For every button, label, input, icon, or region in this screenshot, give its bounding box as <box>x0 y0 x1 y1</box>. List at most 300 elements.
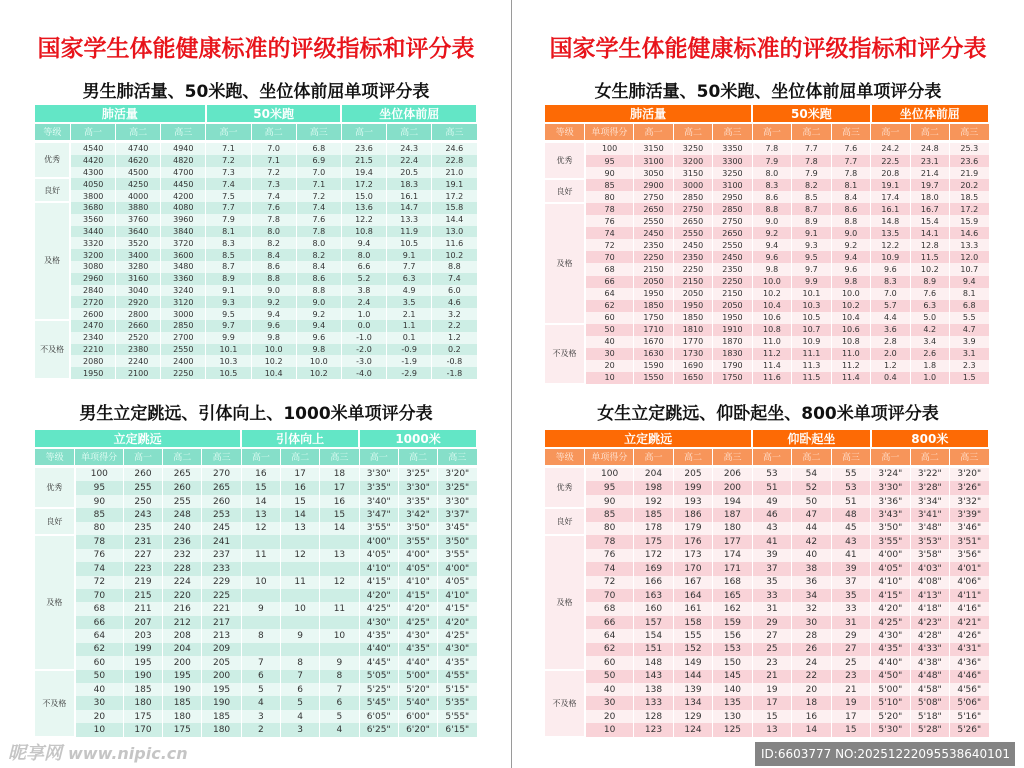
value-cell: 4'15" <box>359 576 398 589</box>
value-cell: 17 <box>752 696 791 709</box>
value-cell: 5'55" <box>438 710 477 723</box>
value-cell: 1590 <box>634 360 673 372</box>
score-cell: 100 <box>75 466 124 481</box>
score-cell: 64 <box>585 629 634 642</box>
value-cell: 8.0 <box>341 249 386 261</box>
score-cell: 76 <box>585 215 634 227</box>
section-header-row <box>35 105 477 123</box>
value-cell: 2750 <box>634 191 673 203</box>
value-cell <box>281 616 320 629</box>
value-cell: 125 <box>713 723 752 737</box>
grade-year-header: 高二 <box>163 448 202 466</box>
value-cell: 7 <box>320 683 359 696</box>
grade-year-header: 高一 <box>70 123 115 141</box>
value-cell: 18.5 <box>950 191 989 203</box>
table-row <box>35 670 477 683</box>
value-cell: 6.3 <box>910 300 949 312</box>
value-cell: 253 <box>202 508 241 521</box>
value-cell: 140 <box>713 683 752 696</box>
value-cell: 15 <box>320 508 359 521</box>
value-cell: 16.1 <box>871 203 910 215</box>
value-cell: 1910 <box>713 324 752 336</box>
table-row <box>545 141 989 155</box>
value-cell: 11.1 <box>792 348 831 360</box>
value-cell: 4'30" <box>438 643 477 656</box>
value-cell: 3640 <box>116 226 161 238</box>
value-cell: 21 <box>831 683 870 696</box>
value-cell: 16.7 <box>910 203 949 215</box>
table-row <box>545 179 989 191</box>
value-cell: 2050 <box>634 276 673 288</box>
table-row <box>545 191 989 203</box>
value-cell: 200 <box>163 656 202 669</box>
value-cell: 179 <box>673 522 712 535</box>
value-cell: 48 <box>831 508 870 521</box>
value-cell: 3050 <box>634 167 673 179</box>
value-cell: 9.6 <box>871 263 910 275</box>
value-cell: 3200 <box>70 249 115 261</box>
value-cell: 4'25" <box>398 616 437 629</box>
value-cell: 10.6 <box>752 312 791 324</box>
value-cell: 3840 <box>161 226 206 238</box>
value-cell: 15.9 <box>950 215 989 227</box>
value-cell: 9.6 <box>831 263 870 275</box>
value-cell: 17 <box>320 481 359 494</box>
value-cell: 190 <box>163 683 202 696</box>
value-cell: 5'10" <box>871 696 910 709</box>
value-cell: 14.1 <box>910 227 949 239</box>
value-cell: 195 <box>123 656 162 669</box>
value-cell: 30 <box>792 616 831 629</box>
value-cell: 10.3 <box>792 300 831 312</box>
value-cell: 180 <box>713 522 752 535</box>
value-cell: 4'10" <box>359 562 398 575</box>
value-cell: 5'20" <box>398 683 437 696</box>
grade-year-header: 高三 <box>432 123 477 141</box>
score-column-header: 单项得分 <box>75 448 124 466</box>
grade-year-header: 高一 <box>206 123 251 141</box>
value-cell: 40 <box>792 549 831 562</box>
value-cell: 3'48" <box>910 522 949 535</box>
value-cell: 11.0 <box>831 348 870 360</box>
value-cell: 164 <box>673 589 712 602</box>
value-cell: 8 <box>320 670 359 683</box>
value-cell: 9.1 <box>206 285 251 297</box>
value-cell: 37 <box>831 576 870 589</box>
value-cell: 3'32" <box>950 495 989 508</box>
value-cell: 7.2 <box>206 155 251 167</box>
value-cell: 10.5 <box>387 237 432 249</box>
score-cell: 90 <box>75 495 124 508</box>
value-cell: 4'20" <box>359 589 398 602</box>
value-cell: 7.2 <box>296 190 341 202</box>
grade-year-header: 高二 <box>910 123 949 141</box>
value-cell: 241 <box>202 535 241 548</box>
value-cell: 2250 <box>634 251 673 263</box>
value-cell: 8.9 <box>206 273 251 285</box>
value-cell: 185 <box>163 696 202 709</box>
value-cell: 260 <box>202 495 241 508</box>
table-row <box>35 589 477 602</box>
value-cell: 7.8 <box>792 155 831 167</box>
value-cell: 41 <box>752 535 791 548</box>
value-cell: 9.8 <box>296 344 341 356</box>
table-row <box>35 178 477 190</box>
value-cell: 9.2 <box>251 296 296 308</box>
value-cell: 22 <box>792 670 831 683</box>
value-cell: 206 <box>713 466 752 481</box>
value-cell: 9.4 <box>251 308 296 320</box>
score-table <box>545 105 990 385</box>
value-cell: 223 <box>123 562 162 575</box>
value-cell: 128 <box>634 710 673 723</box>
value-cell: 9.3 <box>792 239 831 251</box>
boys-table2-subtitle: 男生立定跳远、引体向上、1000米单项评分表 <box>79 404 433 424</box>
value-cell: 3'42" <box>398 508 437 521</box>
value-cell: 4'55" <box>438 670 477 683</box>
table-row <box>35 355 477 367</box>
value-cell: 9.9 <box>206 332 251 344</box>
value-cell: 178 <box>634 522 673 535</box>
value-cell: 4'15" <box>871 589 910 602</box>
grade-column-header: 等级 <box>545 123 585 141</box>
grade-level-label: 及格 <box>545 203 585 323</box>
table-row <box>545 656 989 669</box>
value-cell: 5'26" <box>950 723 989 737</box>
value-cell: 2660 <box>116 320 161 332</box>
table-row <box>545 372 989 384</box>
value-cell: 5.5 <box>950 312 989 324</box>
value-cell: 21.4 <box>910 167 949 179</box>
value-cell: 8.2 <box>296 249 341 261</box>
value-cell: 10.8 <box>752 324 791 336</box>
value-cell <box>320 616 359 629</box>
value-cell: 50 <box>792 495 831 508</box>
value-cell: 10.2 <box>831 300 870 312</box>
value-cell: 4'15" <box>398 589 437 602</box>
grade-level-label: 优秀 <box>545 466 585 508</box>
value-cell: 148 <box>634 656 673 669</box>
table-row <box>35 656 477 669</box>
score-cell: 85 <box>75 508 124 521</box>
value-cell: 2720 <box>70 296 115 308</box>
value-cell: 1810 <box>673 324 712 336</box>
table-row <box>35 616 477 629</box>
value-cell: 2340 <box>70 332 115 344</box>
table-row <box>545 495 989 508</box>
table-row <box>545 589 989 602</box>
value-cell: 2 <box>241 723 280 737</box>
value-cell: 4 <box>241 696 280 709</box>
value-cell: 18 <box>792 696 831 709</box>
value-cell <box>241 535 280 548</box>
table-row <box>35 629 477 642</box>
value-cell: 7.9 <box>752 155 791 167</box>
value-cell: 15 <box>281 495 320 508</box>
score-cell: 50 <box>75 670 124 683</box>
value-cell: 9.4 <box>831 251 870 263</box>
value-cell: 10.0 <box>831 288 870 300</box>
value-cell: 195 <box>202 683 241 696</box>
value-cell: 4'23" <box>910 616 949 629</box>
value-cell: 6.0 <box>432 285 477 297</box>
value-cell: 15 <box>831 723 870 737</box>
value-cell: 4080 <box>161 202 206 214</box>
value-cell: 21 <box>752 670 791 683</box>
value-cell: 15.4 <box>910 215 949 227</box>
value-cell: 3240 <box>161 285 206 297</box>
score-cell: 74 <box>585 227 634 239</box>
value-cell: 5 <box>281 696 320 709</box>
table-row <box>545 602 989 615</box>
value-cell: 200 <box>713 481 752 494</box>
value-cell: 10.8 <box>341 226 386 238</box>
value-cell: 4'05" <box>359 549 398 562</box>
value-cell <box>320 562 359 575</box>
table-row <box>545 227 989 239</box>
value-cell: 0.0 <box>341 320 386 332</box>
value-cell: 175 <box>163 723 202 737</box>
value-cell: 33 <box>752 589 791 602</box>
value-cell: 9.5 <box>206 308 251 320</box>
value-cell: 8.2 <box>792 179 831 191</box>
value-cell: -2.9 <box>387 367 432 379</box>
value-cell: 10.9 <box>792 336 831 348</box>
grade-year-header: 高三 <box>950 123 989 141</box>
score-cell: 78 <box>585 535 634 548</box>
value-cell: 219 <box>123 576 162 589</box>
value-cell: 13 <box>241 508 280 521</box>
table-row <box>35 710 477 723</box>
value-cell: 9.9 <box>792 276 831 288</box>
grade-column-header: 等级 <box>35 123 70 141</box>
value-cell: 5'16" <box>950 710 989 723</box>
value-cell: 14.8 <box>871 215 910 227</box>
table-row <box>545 643 989 656</box>
table-row <box>35 481 477 494</box>
value-cell: 3'43" <box>871 508 910 521</box>
value-cell: 9.4 <box>341 237 386 249</box>
value-cell: 8.0 <box>251 226 296 238</box>
score-cell: 20 <box>75 710 124 723</box>
score-cell: 60 <box>585 656 634 669</box>
value-cell: 133 <box>634 696 673 709</box>
table-row <box>545 336 989 348</box>
value-cell: 14 <box>241 495 280 508</box>
value-cell: 0.1 <box>387 332 432 344</box>
value-cell: 9.2 <box>752 227 791 239</box>
table-row <box>545 683 989 696</box>
value-cell: 3'30" <box>359 466 398 481</box>
column-header-row <box>545 448 989 466</box>
value-cell: 3760 <box>116 214 161 226</box>
grade-year-header: 高一 <box>359 448 398 466</box>
value-cell: 12.8 <box>910 239 949 251</box>
table-row <box>35 535 477 548</box>
value-cell: 7.5 <box>206 190 251 202</box>
value-cell: 4'35" <box>438 656 477 669</box>
score-cell: 50 <box>585 670 634 683</box>
value-cell: 7.8 <box>296 226 341 238</box>
grade-column-header: 等级 <box>545 448 585 466</box>
grade-year-header: 高三 <box>296 123 341 141</box>
value-cell: 157 <box>634 616 673 629</box>
grade-year-header: 高一 <box>871 123 910 141</box>
value-cell: 8.5 <box>792 191 831 203</box>
value-cell: 185 <box>634 508 673 521</box>
grade-level-label: 良好 <box>35 508 75 535</box>
value-cell: 2.1 <box>387 308 432 320</box>
value-cell: 5'05" <box>359 670 398 683</box>
value-cell: 24.2 <box>871 141 910 155</box>
value-cell: 2210 <box>70 344 115 356</box>
value-cell: 7.8 <box>251 214 296 226</box>
value-cell: 23.6 <box>341 141 386 155</box>
value-cell: 4200 <box>161 190 206 202</box>
score-cell: 80 <box>75 522 124 535</box>
value-cell: 215 <box>123 589 162 602</box>
value-cell: 255 <box>123 481 162 494</box>
grade-year-header: 高二 <box>910 448 949 466</box>
value-cell: 7.8 <box>752 141 791 155</box>
value-cell: 4'56" <box>950 683 989 696</box>
value-cell: 14.6 <box>950 227 989 239</box>
value-cell: 4'00" <box>871 549 910 562</box>
value-cell: 8.6 <box>831 203 870 215</box>
value-cell <box>241 562 280 575</box>
value-cell: 2470 <box>70 320 115 332</box>
grade-year-header: 高二 <box>251 123 296 141</box>
value-cell: 13 <box>752 723 791 737</box>
grade-year-header: 高三 <box>161 123 206 141</box>
value-cell: 248 <box>163 508 202 521</box>
value-cell: 265 <box>202 481 241 494</box>
grade-column-header: 等级 <box>35 448 75 466</box>
value-cell: 153 <box>713 643 752 656</box>
value-cell: 23 <box>752 656 791 669</box>
value-cell: 3280 <box>116 261 161 273</box>
value-cell: 2.0 <box>871 348 910 360</box>
value-cell: 5'35" <box>438 696 477 709</box>
value-cell: 240 <box>163 522 202 535</box>
value-cell: 15.8 <box>432 202 477 214</box>
value-cell: 171 <box>713 562 752 575</box>
value-cell: 8.3 <box>206 237 251 249</box>
table-row <box>35 549 477 562</box>
value-cell: 3250 <box>673 141 712 155</box>
value-cell: 14 <box>792 723 831 737</box>
score-cell: 68 <box>585 263 634 275</box>
value-cell: 4300 <box>70 167 115 179</box>
value-cell: 2850 <box>713 203 752 215</box>
value-cell: 1750 <box>634 312 673 324</box>
score-cell: 80 <box>585 522 634 535</box>
value-cell: 12.2 <box>871 239 910 251</box>
score-cell: 76 <box>585 549 634 562</box>
value-cell: 10.2 <box>432 249 477 261</box>
value-cell: 10 <box>281 602 320 615</box>
value-cell: 4700 <box>161 167 206 179</box>
value-cell: 10.3 <box>206 355 251 367</box>
value-cell: 190 <box>123 670 162 683</box>
value-cell: 3'50" <box>871 522 910 535</box>
value-cell: 3960 <box>161 214 206 226</box>
value-cell: 138 <box>634 683 673 696</box>
grade-year-header: 高一 <box>341 123 386 141</box>
score-cell: 64 <box>585 288 634 300</box>
value-cell: 36 <box>792 576 831 589</box>
value-cell: 4'05" <box>871 562 910 575</box>
value-cell: 212 <box>163 616 202 629</box>
value-cell: 154 <box>634 629 673 642</box>
table-row <box>35 696 477 709</box>
table-row <box>35 320 477 332</box>
value-cell: 2450 <box>634 227 673 239</box>
value-cell: 3100 <box>634 155 673 167</box>
value-cell: 1.0 <box>910 372 949 384</box>
value-cell: 4'18" <box>910 602 949 615</box>
grade-level-label: 及格 <box>35 535 75 669</box>
table-row <box>545 466 989 481</box>
value-cell: 11.2 <box>831 360 870 372</box>
left-page-title: 国家学生体能健康标准的评级指标和评分表 <box>37 36 475 62</box>
value-cell: 14.4 <box>432 214 477 226</box>
value-cell: 4500 <box>116 167 161 179</box>
value-cell: 16 <box>792 710 831 723</box>
value-cell: 8.1 <box>950 288 989 300</box>
value-cell: 3880 <box>116 202 161 214</box>
grade-year-header: 高三 <box>202 448 241 466</box>
value-cell: 38 <box>792 562 831 575</box>
table-row <box>545 360 989 372</box>
value-cell: 4'01" <box>950 562 989 575</box>
value-cell: 9.2 <box>296 308 341 320</box>
value-cell: 1770 <box>673 336 712 348</box>
table-row <box>35 643 477 656</box>
value-cell <box>320 589 359 602</box>
value-cell: 18.3 <box>387 178 432 190</box>
table-row <box>35 273 477 285</box>
value-cell: 124 <box>673 723 712 737</box>
value-cell: -1.0 <box>341 332 386 344</box>
table-row <box>545 239 989 251</box>
value-cell: 217 <box>202 616 241 629</box>
table-row <box>545 276 989 288</box>
score-cell: 95 <box>585 481 634 494</box>
value-cell: 3'34" <box>910 495 949 508</box>
value-cell: 7.9 <box>206 214 251 226</box>
score-cell: 100 <box>585 141 634 155</box>
value-cell: 6 <box>241 670 280 683</box>
value-cell: 3480 <box>161 261 206 273</box>
value-cell: 3.8 <box>341 285 386 297</box>
value-cell: 5'00" <box>871 683 910 696</box>
value-cell: 190 <box>202 696 241 709</box>
value-cell: 10.4 <box>251 367 296 379</box>
value-cell: 158 <box>673 616 712 629</box>
value-cell: 35 <box>752 576 791 589</box>
value-cell: 7.7 <box>206 202 251 214</box>
value-cell: 19.1 <box>432 178 477 190</box>
value-cell: 3'46" <box>950 522 989 535</box>
value-cell: 8.8 <box>251 273 296 285</box>
value-cell: 3120 <box>161 296 206 308</box>
value-cell: 235 <box>123 522 162 535</box>
value-cell: 4'11" <box>950 589 989 602</box>
value-cell: 32 <box>792 602 831 615</box>
table-row <box>35 167 477 179</box>
section-header: 立定跳远 <box>35 430 241 448</box>
